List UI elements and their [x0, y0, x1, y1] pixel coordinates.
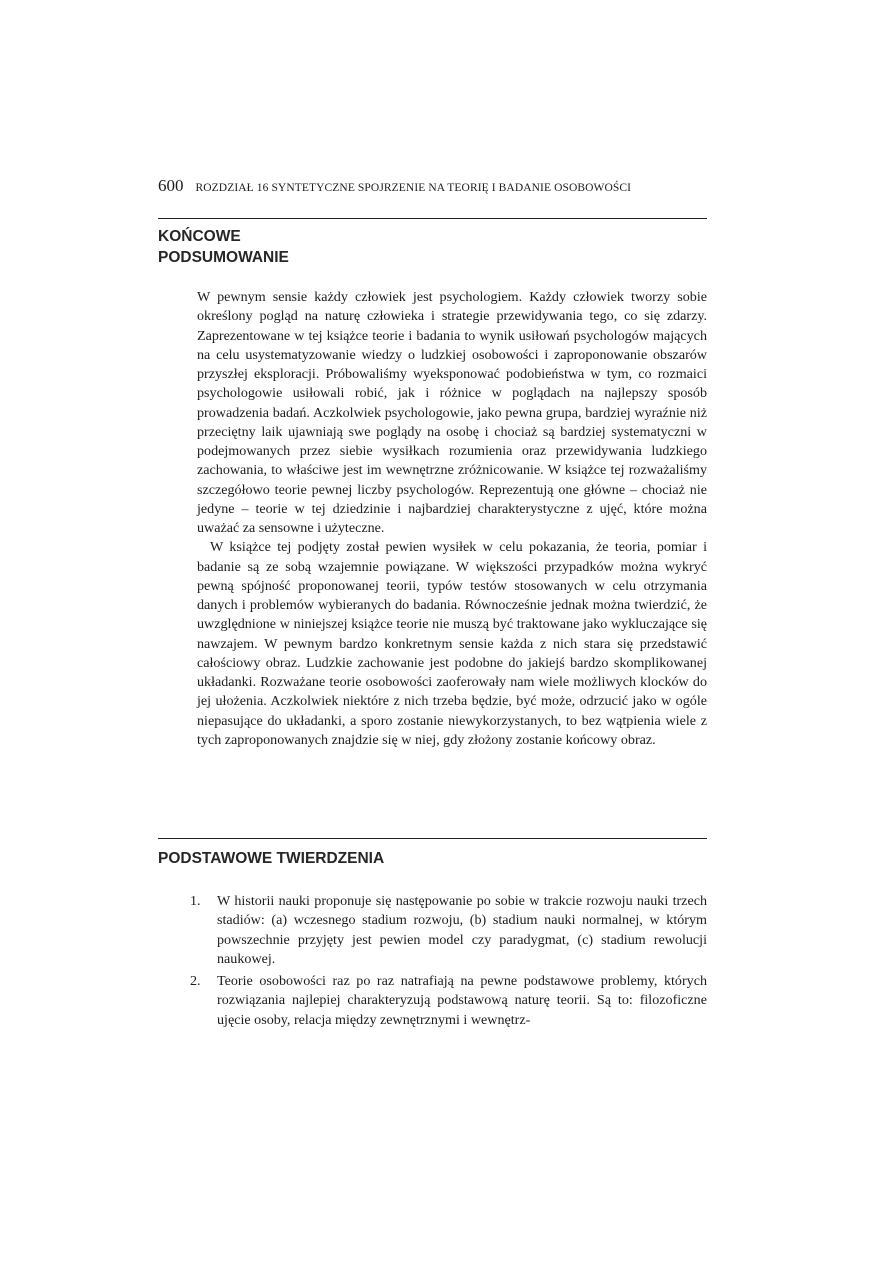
section-divider-bottom — [158, 838, 707, 839]
list-item — [190, 892, 707, 969]
list-item-text: W historii nauki proponuje się następowanie po sobie w trakcie rozwoju nauki trzech stadiów: (a) wczesnego stadium rozwoju, (b) stadium nauki normalnej, w którym powszechnie przyjęty jest pewien model czy paradygmat, (c) stadium rewolucji naukowej. — [217, 893, 707, 967]
section-title-statements: PODSTAWOWE TWIERDZENIA — [158, 850, 385, 867]
list-item-text: Teorie osobowości raz po raz natrafiają na pewne podstawowe problemy, których rozwiązania najlepiej charakteryzują podstawową naturę teorii. Są to: filozoficzne ujęcie osoby, relacja między zewnętrznymi i wewnętrz- — [217, 973, 707, 1028]
statements-list — [190, 892, 707, 1033]
summary-body — [197, 288, 707, 750]
list-item — [190, 972, 707, 1030]
section-divider-top — [158, 218, 707, 219]
summary-paragraph-2: W książce tej podjęty został pewien wysiłek w celu pokazania, że teoria, pomiar i badanie są ze sobą wzajemnie powiązane. W większości przypadków można wykryć pewną spójność proponowanej teorii, typów testów stosowanych w celu otrzymania danych i problemów wybieranych do badania. Równocześnie jednak można twierdzić, że uwzględnione w niniejszej książce teorie nie muszą być traktowane jako wykluczające się nawzajem. W pewnym bardzo konkretnym sensie każda z nich stara się przedstawić całościowy obraz. Ludzkie zachowanie jest podobne do jakiejś bardzo skomplikowanej układanki. Rozważane teorie osobowości zaoferowały nam wiele możliwych klocków do jej ułożenia. Aczkolwiek niektóre z nich trzeba będzie, być może, odrzucić jako w ogóle niepasujące do układanki, a sporo zostanie niewykorzystanych, to bez wątpienia wiele z tych zaproponowanych znajdzie się w niej, gdy złożony zostanie końcowy obraz. — [197, 539, 707, 748]
summary-paragraph-1: W pewnym sensie każdy człowiek jest psychologiem. Każdy człowiek tworzy sobie określony pogląd na naturę człowieka i strategie przewidywania tego, co się zdarzy. Zaprezentowane w tej książce teorie i badania to wynik usiłowań psychologów mających na celu usystematyzowanie wiedzy o ludzkiej osobowości i zaproponowanie obszarów przyszłej eksploracji. Próbowaliśmy wyeksponować podobieństwa w tym, co rozmaici psychologowie usiłowali robić, jak i różnice w poglądach na najlepszy sposób prowadzenia badań. Aczkolwiek psychologowie, jako pewna grupa, bardziej wyraźnie niż przeciętny laik ujawniają swe poglądy na osobę i chociaż są bardziej systematyczni w podejmowanych przez siebie wysiłkach rozumienia oraz przewidywania ludzkiego zachowania, to właściwe jest im wewnętrzne zróżnicowanie. W książce tej rozważaliśmy szczegółowo teorie pewnej liczby psychologów. Reprezentują one główne – chociaż nie jedyne – teorie w tej dziedzinie i najbardziej charakterystyczne z ujęć, które można uważać za sensowne i użyteczne. — [197, 289, 707, 536]
section-title-line-2: PODSUMOWANIE — [158, 249, 289, 266]
running-head — [158, 176, 631, 196]
page-number: 600 — [158, 176, 184, 195]
list-item-number: 1. — [190, 893, 201, 909]
section-title-summary — [158, 226, 289, 268]
list-item-number: 2. — [190, 973, 201, 989]
section-title-line-1: KOŃCOWE — [158, 228, 241, 245]
chapter-header: ROZDZIAŁ 16 SYNTETYCZNE SPOJRZENIE NA TEORIĘ I BADANIE OSOBOWOŚCI — [195, 182, 632, 194]
